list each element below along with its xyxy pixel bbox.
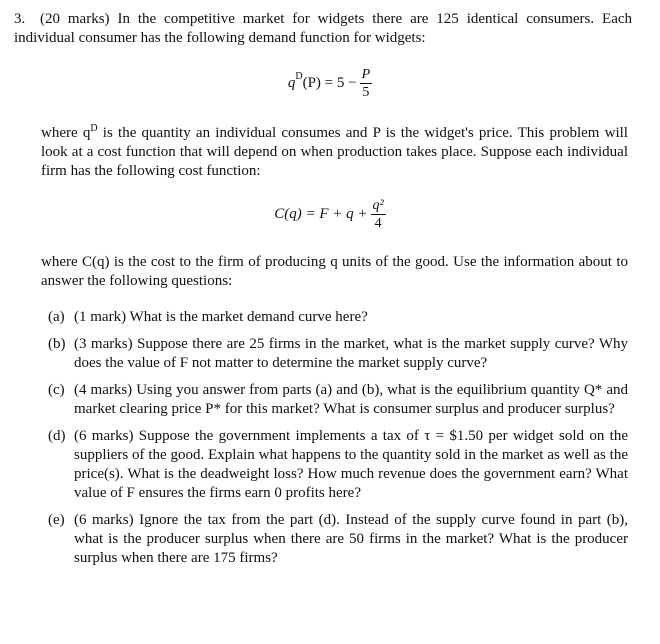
part-text: (4 marks) Using you answer from parts (a) and (b), what is the equilibrium quantity Q* and market clearing price P* for this market? What is consumer surplus and producer surplus? <box>74 382 628 417</box>
eq2-numerator: q² <box>372 198 384 213</box>
eq1-numerator: P <box>361 67 371 82</box>
question-number: 3. <box>14 11 26 27</box>
eq2-denominator: 4 <box>374 216 382 231</box>
para2-text-b: is the quantity an individual consumes and P is the widget's price. This problem will look at a cost function that will depend on when production takes place. Suppose each individual firm has the following cost function: <box>41 125 628 179</box>
eq1-arg: (P) = 5 − <box>302 75 357 91</box>
question-parts <box>48 308 628 576</box>
para2-sup: D <box>90 123 98 134</box>
part-label: (b) <box>48 336 66 352</box>
part-label: (c) <box>48 382 65 398</box>
eq1-fraction <box>360 66 373 101</box>
question-intro-text: In the competitive market for widgets there are 125 identical consumers. Each individual consumer has the following demand function for widgets: <box>14 11 633 46</box>
cost-equation <box>0 197 660 232</box>
part-b <box>48 335 628 373</box>
part-c <box>48 381 628 419</box>
eq1-lhs: q <box>287 75 296 91</box>
part-label: (d) <box>48 428 66 444</box>
part-label: (e) <box>48 512 65 528</box>
part-e <box>48 511 628 568</box>
paragraph-cost-intro <box>41 124 628 181</box>
paragraph-instructions <box>41 253 628 291</box>
part-label: (a) <box>48 309 65 325</box>
question-marks: (20 marks) <box>40 11 110 27</box>
question-intro <box>14 10 632 48</box>
part-d <box>48 427 628 503</box>
eq2-lhs: C(q) = F + q + <box>274 206 368 222</box>
eq1-denominator: 5 <box>362 85 370 100</box>
part-a <box>48 308 628 327</box>
part-text: (6 marks) Ignore the tax from the part (d). Instead of the supply curve found in part (b), what is the producer surplus when there are 50 firms in the market? What is the producer surplus when there are 175 firms? <box>74 512 628 566</box>
part-text: (6 marks) Suppose the government implements a tax of τ = $1.50 per widget sold on the suppliers of the good. Explain what happens to the quantity sold in the market as well as the price(s). What is the deadweight loss? How much revenue does the government earn? What value of F ensures the firms earn 0 profits here? <box>74 428 628 501</box>
demand-equation <box>0 66 660 101</box>
part-text: (3 marks) Suppose there are 25 firms in the market, what is the market supply curve? Why does the value of F not matter to determine the market supply curve? <box>74 336 628 371</box>
eq2-fraction <box>371 197 386 232</box>
para2-text-a: where q <box>41 125 91 141</box>
eq1-sup: D <box>295 71 303 82</box>
part-text: (1 mark) What is the market demand curve here? <box>74 309 368 325</box>
para3-text: where C(q) is the cost to the firm of producing q units of the good. Use the information about to answer the following questions: <box>41 254 628 289</box>
